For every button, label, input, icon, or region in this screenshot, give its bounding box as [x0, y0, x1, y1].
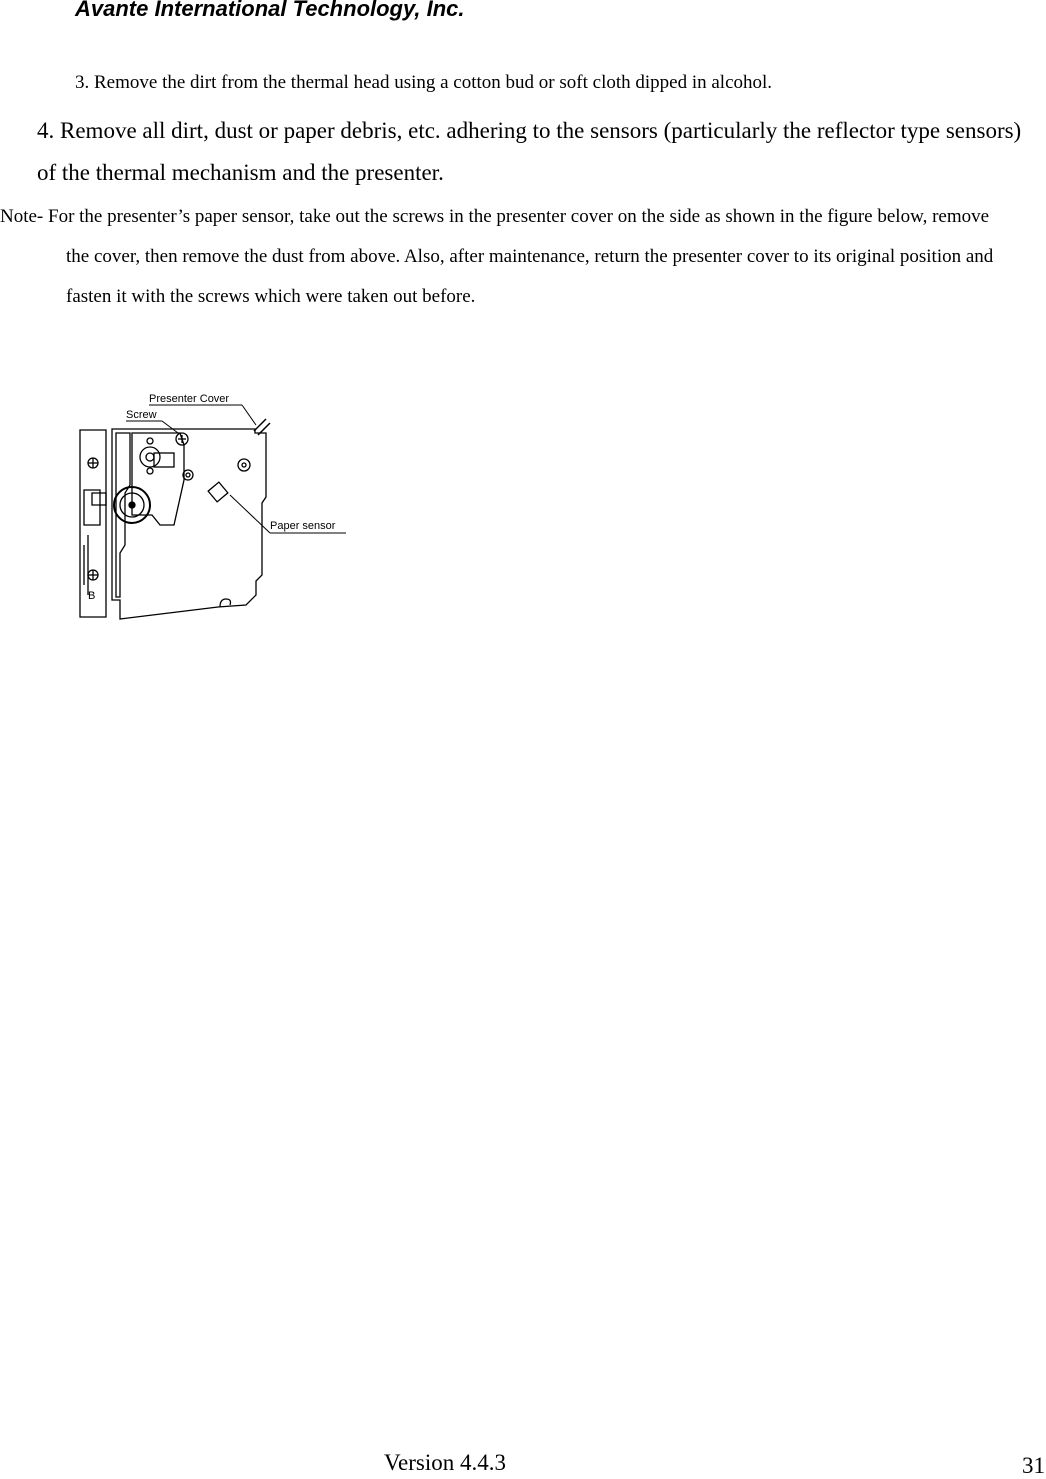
note-text: Note- For the presenter’s paper sensor, take out the screws in the presenter cover on the side as shown in the figure below, remove the cover, then remove the dust from above. Also, after maintenance, return the presenter cover to its original position and fasten it with the screws which were taken out before. [0, 206, 994, 307]
label-paper-sensor: Paper sensor [270, 520, 336, 532]
label-presenter-cover: Presenter Cover [149, 393, 230, 405]
step-3-text: 3. Remove the dirt from the thermal head using a cotton bud or soft cloth dipped in alcohol. [75, 72, 773, 93]
version-footer: Version 4.4.3 [384, 1450, 507, 1475]
label-b: B [88, 590, 96, 602]
company-header: Avante International Technology, Inc. [75, 0, 465, 21]
step-4-text: 4. Remove all dirt, dust or paper debris, etc. adhering to the sensors (particularly the reflector type sensors) of the thermal mechanism and the presenter. [37, 118, 1022, 185]
label-screw: Screw [126, 409, 157, 421]
page-number: 31 [1022, 1453, 1045, 1478]
presenter-diagram [70, 385, 360, 630]
